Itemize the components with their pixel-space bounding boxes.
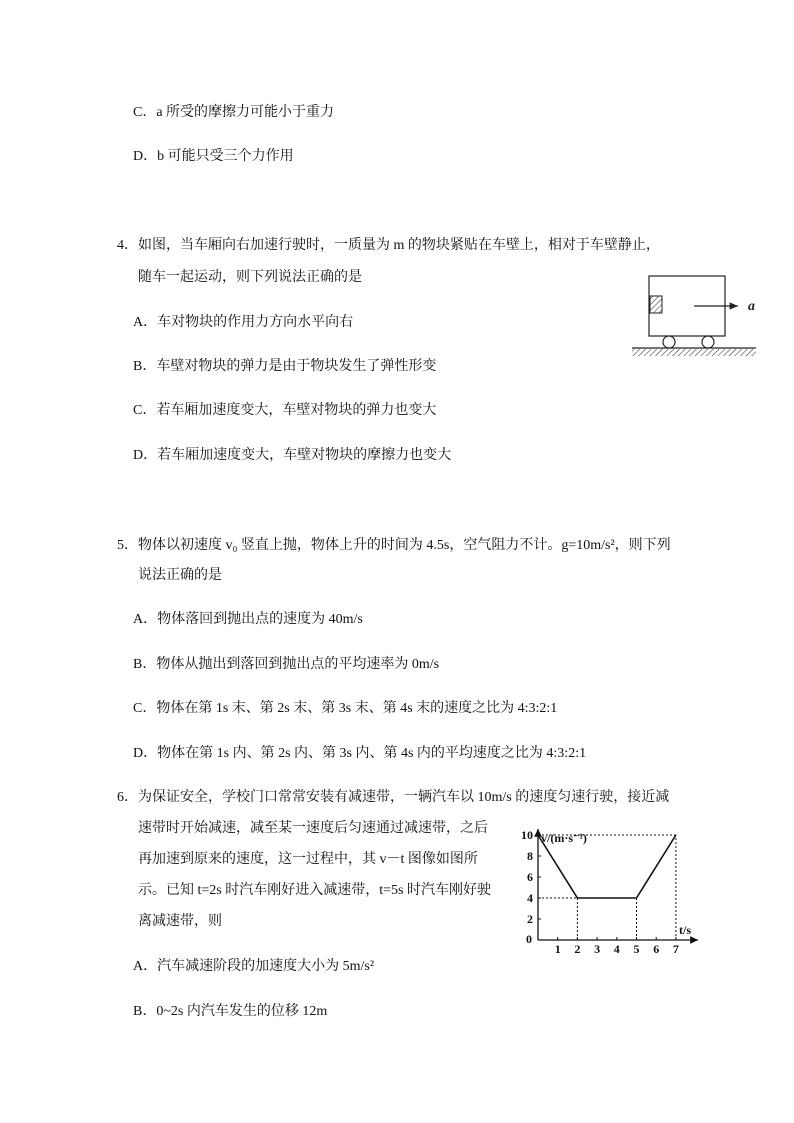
option-letter: D． bbox=[133, 746, 158, 761]
option-text: a 所受的摩擦力可能小于重力 bbox=[156, 105, 335, 120]
x-tick-label: 2 bbox=[574, 942, 581, 954]
option-text: 物体在第 1s 末、第 2s 末、第 3s 末、第 4s 末的速度之比为 4:3:2:1 bbox=[156, 701, 558, 716]
x-tick-label: 7 bbox=[672, 942, 679, 954]
option-text: 0~2s 内汽车发生的位移 12m bbox=[156, 1004, 328, 1019]
wheel-right bbox=[702, 336, 714, 348]
q6-stem-line4: 示。已知 t=2s 时汽车刚好进入减速带，t=5s 时汽车刚好驶 bbox=[138, 883, 491, 898]
x-tick-label: 4 bbox=[613, 942, 620, 954]
y-tick-label: 2 bbox=[527, 912, 533, 926]
q4-option-d bbox=[133, 447, 451, 465]
option-letter: C． bbox=[133, 403, 157, 418]
y-tick-label: 6 bbox=[527, 870, 533, 884]
q4-option-c bbox=[133, 402, 436, 420]
option-text: 车对物块的作用力方向水平向右 bbox=[157, 315, 354, 330]
q6-option-b bbox=[133, 1003, 327, 1021]
x-tick-label: 3 bbox=[594, 942, 601, 954]
y-tick-label: 4 bbox=[527, 891, 533, 905]
option-text: 物体在第 1s 内、第 2s 内、第 3s 内、第 4s 内的平均速度之比为 4:3:2:1 bbox=[157, 746, 587, 761]
q3-option-d bbox=[133, 148, 294, 166]
option-letter: B． bbox=[133, 657, 157, 672]
q5-stem-line1: 5．物体以初速度 v₀ 竖直上抛，物体上升的时间为 4.5s，空气阻力不计。g=10m/s²，则下列 bbox=[117, 538, 671, 553]
x-tick-label: 6 bbox=[653, 942, 660, 954]
q5-option-b bbox=[133, 656, 439, 674]
ground-hatch bbox=[632, 349, 756, 356]
q4-carriage-figure bbox=[628, 270, 763, 362]
x-tick-label: 1 bbox=[554, 942, 561, 954]
q6-stem-line5: 离减速带，则 bbox=[138, 914, 222, 929]
y-tick-label: 8 bbox=[527, 849, 533, 863]
option-text: 物体从抛出到落回到抛出点的平均速率为 0m/s bbox=[156, 657, 440, 672]
option-text: 若车厢加速度变大，车壁对物块的摩擦力也变大 bbox=[157, 448, 452, 463]
option-letter: C． bbox=[133, 701, 157, 716]
origin-label: 0 bbox=[526, 932, 532, 946]
y-tick-label: 10 bbox=[521, 828, 533, 842]
accel-label: a bbox=[748, 299, 755, 314]
option-letter: A． bbox=[133, 315, 158, 330]
wheel-left bbox=[663, 336, 675, 348]
option-letter: B． bbox=[133, 359, 157, 374]
option-letter: D． bbox=[133, 149, 158, 164]
q3-option-c bbox=[133, 104, 334, 122]
option-letter: C． bbox=[133, 105, 157, 120]
q4-stem-line1: 4．如图，当车厢向右加速行驶时，一质量为 m 的物块紧贴在车壁上，相对于车壁静止， bbox=[117, 238, 660, 253]
q5-option-d bbox=[133, 745, 586, 763]
chart-guides bbox=[538, 835, 676, 940]
option-letter: D． bbox=[133, 448, 158, 463]
option-text: b 可能只受三个力作用 bbox=[157, 149, 294, 164]
q5-option-a bbox=[133, 611, 363, 629]
x-axis-label: t/s bbox=[679, 923, 691, 937]
q6-stem-line1: 6．为保证安全，学校门口常常安装有减速带，一辆汽车以 10m/s 的速度匀速行驶，接近减 bbox=[117, 790, 670, 805]
block-m bbox=[650, 296, 662, 313]
option-letter: A． bbox=[133, 959, 158, 974]
q6-stem-line3: 再加速到原来的速度，这一过程中，其 v－t 图像如图所 bbox=[138, 852, 478, 867]
y-axis-label: v/(m·s⁻¹) bbox=[541, 831, 587, 845]
q5-stem-line2: 说法正确的是 bbox=[138, 568, 222, 583]
option-text: 车壁对物块的弹力是由于物块发生了弹性形变 bbox=[156, 359, 437, 374]
x-tick-label: 5 bbox=[633, 942, 640, 954]
option-text: 汽车减速阶段的加速度大小为 5m/s² bbox=[157, 959, 375, 974]
q4-option-a bbox=[133, 314, 353, 332]
option-letter: B． bbox=[133, 1004, 157, 1019]
option-letter: A． bbox=[133, 612, 158, 627]
q6-stem-line2: 速带时开始减速，减至某一速度后匀速通过减速带，之后 bbox=[138, 821, 488, 836]
q6-option-a bbox=[133, 958, 374, 976]
q4-stem-line2: 随车一起运动，则下列说法正确的是 bbox=[138, 270, 362, 285]
q5-option-c bbox=[133, 700, 557, 718]
q6-vt-chart bbox=[515, 826, 705, 954]
option-text: 若车厢加速度变大，车壁对物块的弹力也变大 bbox=[156, 403, 437, 418]
option-text: 物体落回到抛出点的速度为 40m/s bbox=[157, 612, 363, 627]
q4-option-b bbox=[133, 358, 436, 376]
